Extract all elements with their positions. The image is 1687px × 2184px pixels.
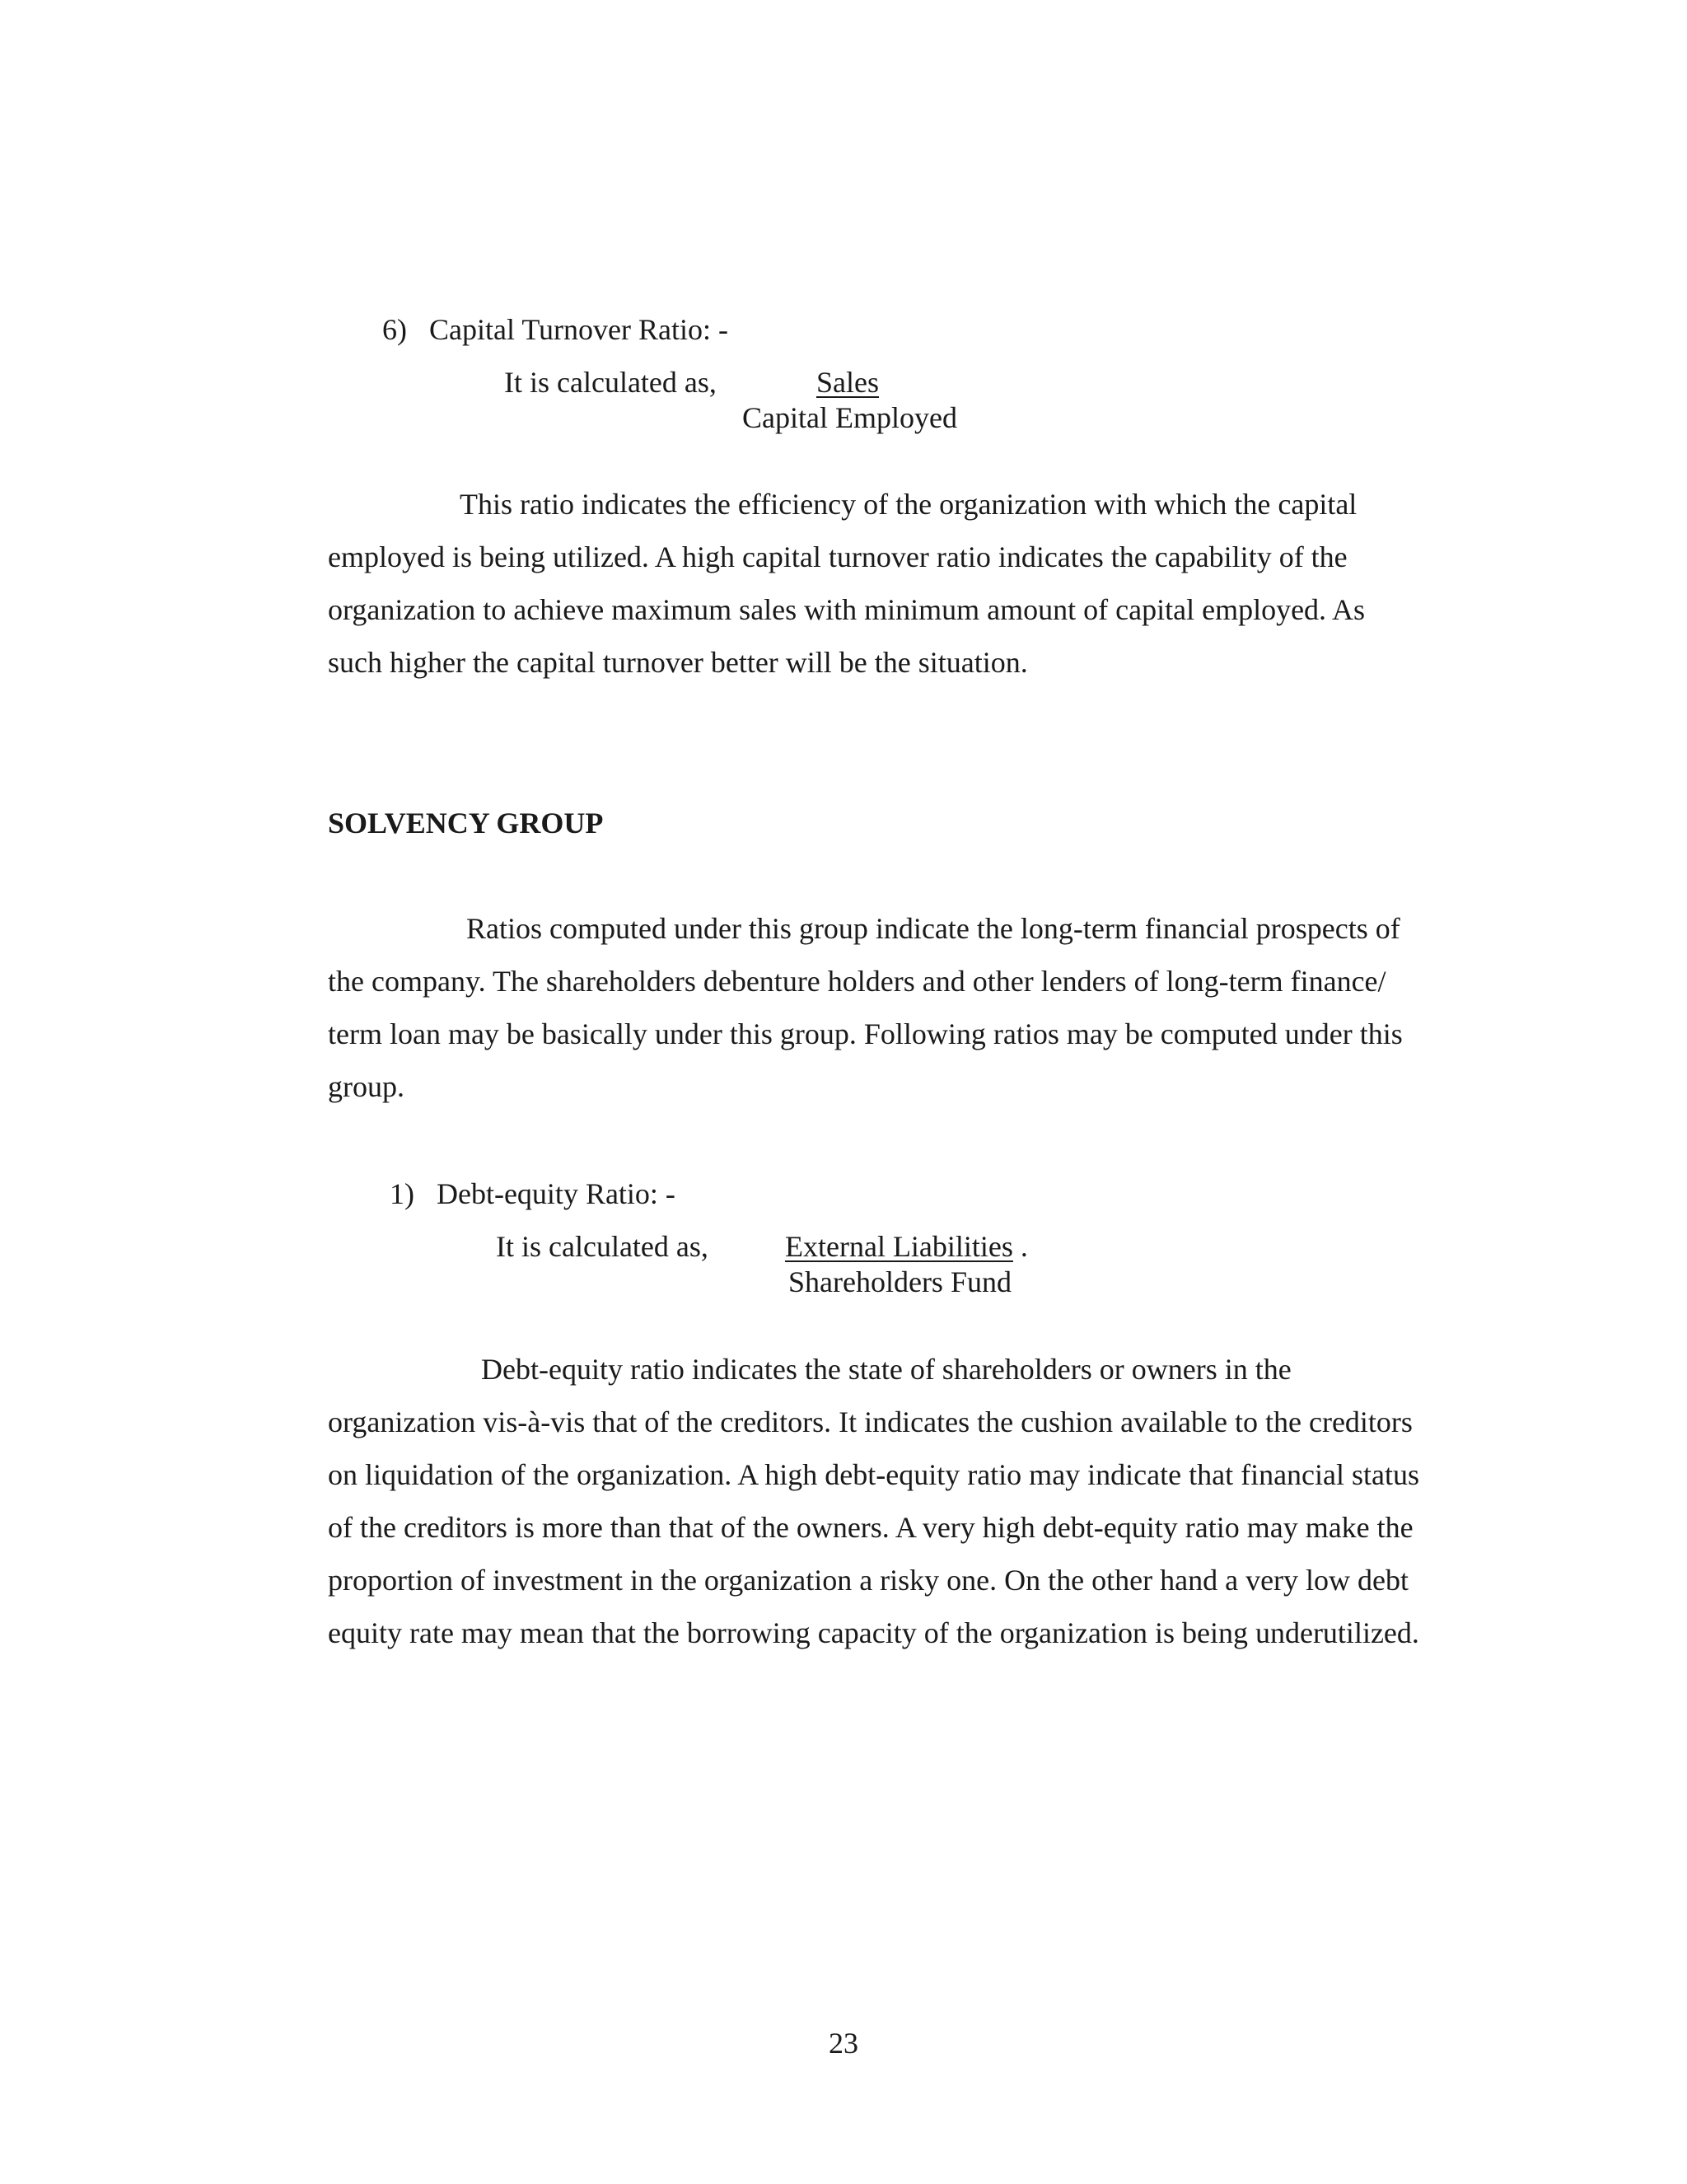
debt-equity-paragraph: Debt-equity ratio indicates the state of shareholders or owners in the organization vis-à-vis that of the creditors. It indicates the cushion available to the creditors on liquidation of the organization. A high debt-equity ratio may indicate that financial status of the creditors is more than that of the owners. A very high debt-equity ratio may make the proportion of investment in the organization a risky one. On the other hand a very low debt equity rate may mean that the borrowing capacity of the organization is being underutilized. <box>328 1353 1420 1649</box>
debt-equity-denominator: Shareholders Fund <box>788 1265 1012 1298</box>
solvency-group-heading: SOLVENCY GROUP <box>328 807 604 839</box>
capital-turnover-description <box>328 478 1423 689</box>
debt-equity-numerator-text: External Liabilities <box>785 1230 1013 1263</box>
capital-turnover-calc-prefix: It is calculated as, <box>504 366 717 399</box>
debt-equity-numerator-suffix: . <box>1012 1230 1028 1263</box>
solvency-group-description <box>328 902 1423 1113</box>
capital-turnover-numerator <box>787 364 879 400</box>
debt-equity-numerator <box>785 1228 1028 1265</box>
capital-turnover-item-label: 6) Capital Turnover Ratio: - <box>382 313 728 346</box>
debt-equity-item-label: 1) Debt-equity Ratio: - <box>390 1177 675 1210</box>
page-number: 23 <box>829 2027 858 2060</box>
capital-turnover-denominator: Capital Employed <box>742 401 957 434</box>
debt-equity-calc-prefix: It is calculated as, <box>496 1230 708 1263</box>
solvency-group-paragraph: Ratios computed under this group indicate the long-term financial prospects of the company. The shareholders debenture holders and other lenders of long-term finance/ term loan may be basically under this group. Following ratios may be computed under this group. <box>328 912 1403 1103</box>
capital-turnover-paragraph: This ratio indicates the efficiency of the organization with which the capital employed is being utilized. A high capital turnover ratio indicates the capability of the organization to achieve maximum sales with minimum amount of capital employed. As such higher the capital turnover better will be the situation. <box>328 488 1366 679</box>
debt-equity-description <box>328 1343 1423 1659</box>
capital-turnover-numerator-text: Sales <box>816 366 879 399</box>
